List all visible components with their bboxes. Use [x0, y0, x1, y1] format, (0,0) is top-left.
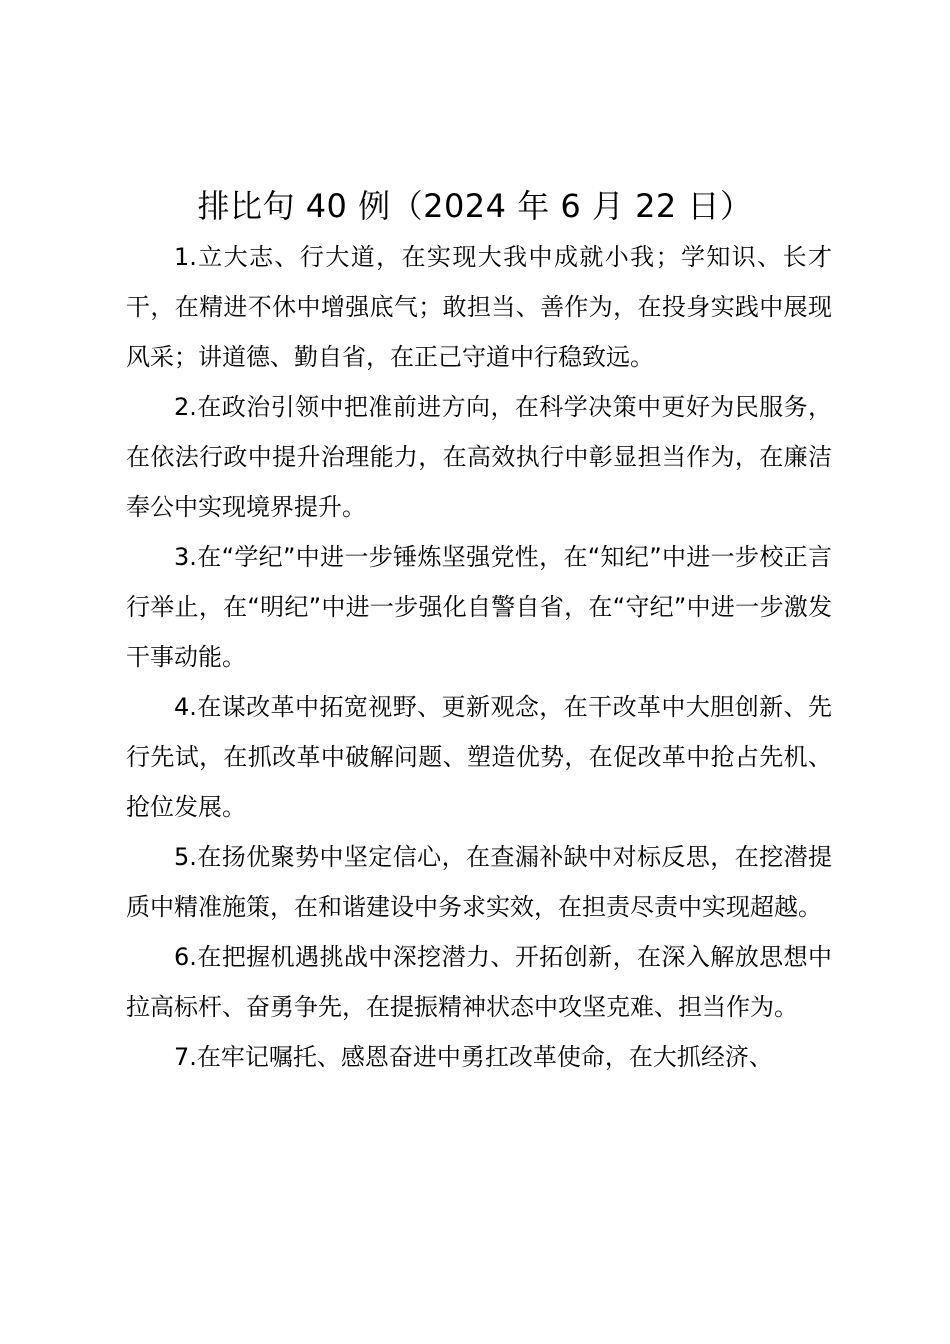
paragraph-4: 4.在谋改革中拓宽视野、更新观念，在干改革中大胆创新、先行先试，在抓改革中破解问题、塑造优势，在促改革中抢占先机、抢位发展。	[126, 693, 832, 821]
paragraph-5: 5.在扬优聚势中坚定信心，在查漏补缺中对标反思，在挖潜提质中精准施策，在和谐建设中务求实效，在担责尽责中实现超越。	[126, 843, 832, 921]
paragraph-3: 3.在“学纪”中进一步锤炼坚强党性，在“知纪”中进一步校正言行举止，在“明纪”中进一步强化自警自省，在“守纪”中进一步激发干事动能。	[126, 543, 832, 671]
paragraph-6: 6.在把握机遇挑战中深挖潜力、开拓创新，在深入解放思想中拉高标杆、奋勇争先，在提振精神状态中攻坚克难、担当作为。	[126, 943, 832, 1021]
document-body	[126, 232, 832, 1082]
paragraph-1: 1.立大志、行大道，在实现大我中成就小我；学知识、长才干，在精进不休中增强底气；敢担当、善作为，在投身实践中展现风采；讲道德、勤自省，在正己守道中行稳致远。	[126, 243, 832, 371]
document-title: 排比句 40 例（2024 年 6 月 22 日）	[197, 187, 753, 225]
paragraph-2: 2.在政治引领中把准前进方向，在科学决策中更好为民服务，在依法行政中提升治理能力，在高效执行中彰显担当作为，在廉洁奉公中实现境界提升。	[126, 393, 832, 521]
paragraph-7: 7.在牢记嘱托、感恩奋进中勇扛改革使命，在大抓经济、	[174, 1043, 773, 1071]
